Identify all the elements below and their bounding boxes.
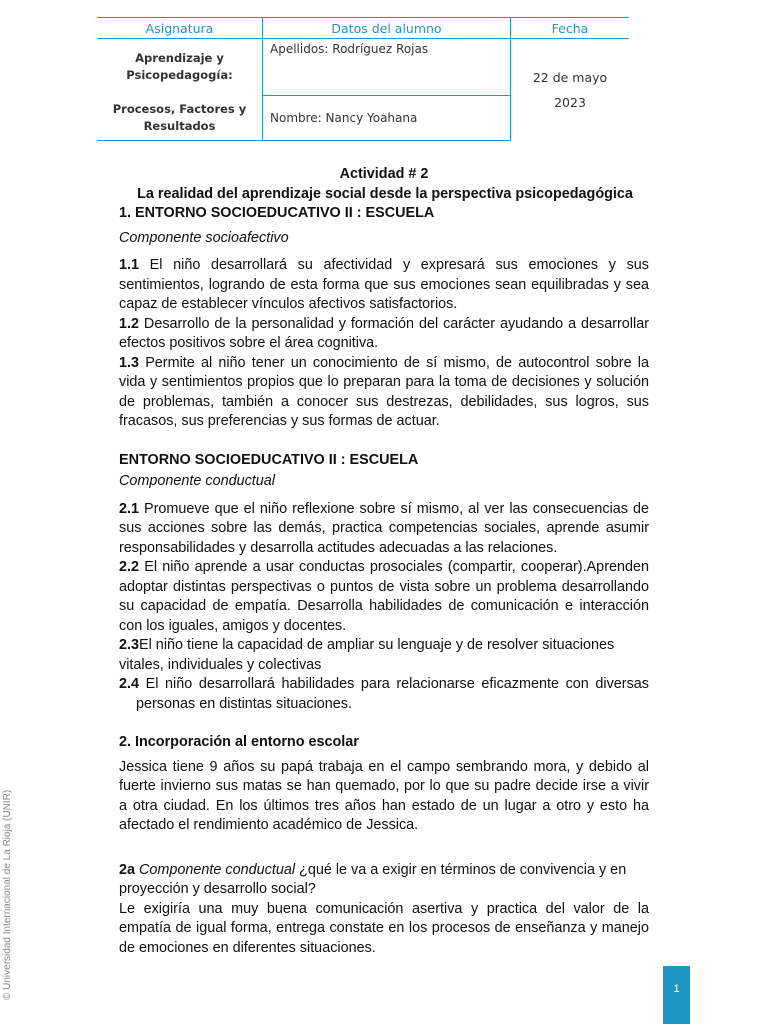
- document-body: [119, 165, 649, 958]
- spacer: [119, 714, 649, 733]
- paragraph-1-1: [119, 256, 649, 315]
- paragraph-number: 1.2: [119, 315, 140, 332]
- name-field: Nombre: Nancy Yoahana: [263, 96, 511, 141]
- paragraph-text: Permite al niño tener un conocimiento de sí mismo, de autocontrol sobre la vida y sentimientos propios que lo preparan para la toma de decisiones y solución de problemas, también a conocer sus destrezas, debilidades, sus logros, sus fracasos, sus preferencias y sus formas de actuar.: [119, 354, 649, 429]
- paragraph-number: 2.3: [119, 637, 140, 653]
- paragraph-number: 2.4: [119, 676, 140, 692]
- question-2a: [119, 861, 649, 900]
- header-table: [97, 17, 629, 141]
- paragraph-1-3: [119, 354, 649, 432]
- header-col-date: Fecha: [511, 18, 630, 39]
- activity-subtitle: La realidad del aprendizaje social desde la perspectiva psicopedagógica: [137, 185, 633, 202]
- answer-2a: Le exigiría una muy buena comunicación asertiva y practica del valor de la empatía de igual forma, entrega constate en los procesos de enseñanza y manejo de emociones en diferentes situaciones.: [119, 900, 649, 956]
- paragraph-text: El niño aprende a usar conductas prosociales (compartir, cooperar).Aprenden adoptar distintas perspectivas o puntos de vista sobre un problema desarrollando su capacidad de empatía. Desarrolla habilidades de comunicación e interacción con los iguales, amigos y docentes.: [119, 559, 649, 634]
- subject-line: Procesos, Factores y: [112, 101, 247, 116]
- paragraph-2-3: [119, 636, 649, 675]
- subject-cell-top: [97, 39, 263, 96]
- paragraph-number: 1.1: [119, 257, 140, 273]
- subject-cell-bottom: [97, 96, 263, 141]
- paragraph-2-2: [119, 558, 649, 636]
- section-2-text: Jessica tiene 9 años su papá trabaja en el campo sembrando mora, y debido al fuerte invierno sus matas se han quemado, por lo que su padre decide irse a vivir a otra ciudad. En los últimos tres años han estado de un lugar a otro y esto ha afectado el rendimiento académico de Jessica.: [119, 758, 649, 833]
- question-text: ¿qué le va a exigir en términos de convivencia y en proyección y desarrollo social?: [119, 861, 627, 897]
- header-col-subject: Asignatura: [97, 18, 263, 39]
- section-1-component: Componente socioafectivo: [119, 229, 289, 246]
- date-year: 2023: [554, 94, 586, 110]
- paragraph-number: 2.2: [119, 559, 140, 575]
- activity-title: Actividad # 2: [339, 166, 429, 182]
- paragraph-text: El niño desarrollará su afectividad y expresará sus emociones y sus sentimientos, logrando de esta forma que sus emociones sean equilibradas y sea capaz de establecer vínculos afectivos satisfactorios.: [119, 257, 649, 312]
- paragraph-2-4: [119, 675, 649, 714]
- section-2-title: 2. Incorporación al entorno escolar: [119, 734, 359, 750]
- paragraph-number: 1.3: [119, 354, 140, 371]
- subject-line: Psicopedagogía:: [126, 68, 233, 83]
- spacer: [119, 432, 649, 451]
- subject-line: Aprendizaje y: [135, 51, 224, 66]
- section-1b-component: Componente conductual: [119, 473, 276, 489]
- header-col-student: Datos del alumno: [263, 18, 511, 39]
- paragraph-2-1: [119, 500, 649, 559]
- spacer: [119, 836, 649, 861]
- copyright-vertical: © Universidad Internacional de La Rioja (UNIR): [2, 789, 13, 1000]
- paragraph-text: El niño tiene la capacidad de ampliar su lenguaje y de resolver situaciones vitales, individuales y colectivas: [119, 637, 615, 673]
- paragraph-text: Desarrollo de la personalidad y formación del carácter ayudando a desarrollar efectos positivos sobre el área cognitiva.: [119, 315, 649, 351]
- section-1-title: 1. ENTORNO SOCIOEDUCATIVO II : ESCUELA: [119, 205, 435, 221]
- section-1b-title: ENTORNO SOCIOEDUCATIVO II : ESCUELA: [119, 451, 419, 468]
- question-number: 2a: [119, 861, 136, 878]
- subject-line: Resultados: [143, 118, 216, 133]
- paragraph-text: El niño desarrollará habilidades para relacionarse eficazmente con diversas personas en distintas situaciones.: [136, 676, 649, 712]
- paragraph-text: Promueve que el niño reflexione sobre sí mismo, al ver las consecuencias de sus acciones sobre las demás, practica competencias sociales, aprende asumir responsabilidades y desarrolla actitudes adecuadas a las relaciones.: [119, 500, 649, 556]
- surnames-field: Apellidos: Rodríguez Rojas: [263, 39, 511, 96]
- question-component: Componente conductual: [139, 861, 296, 878]
- paragraph-number: 2.1: [119, 500, 140, 517]
- date-day: 22 de mayo: [532, 69, 608, 85]
- page-number-badge: 1: [663, 966, 690, 1024]
- paragraph-1-2: [119, 315, 649, 354]
- date-cell: [511, 39, 630, 141]
